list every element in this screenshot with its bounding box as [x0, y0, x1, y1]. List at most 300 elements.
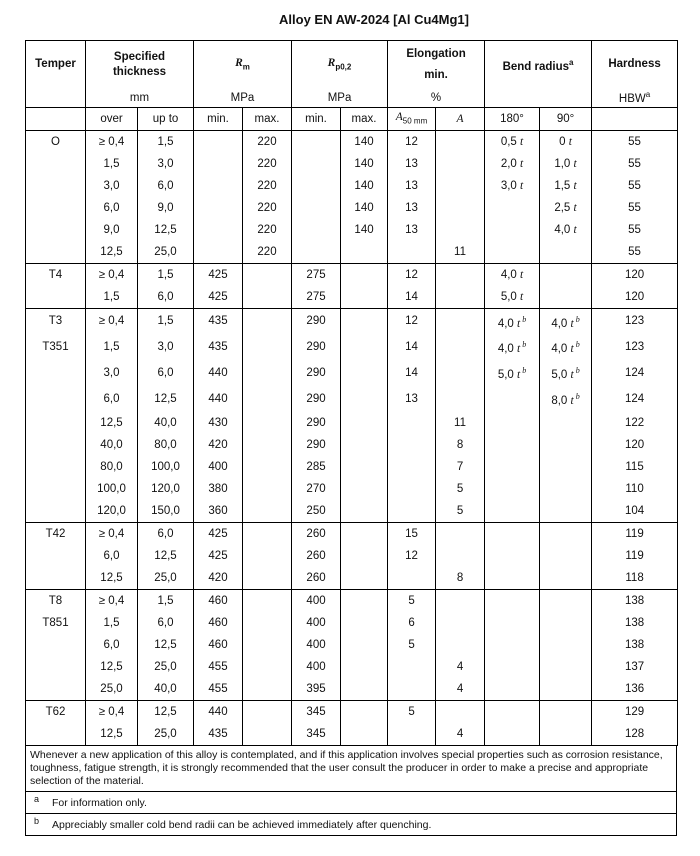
rp-symbol: R: [327, 56, 336, 69]
bend-180-cell: [485, 241, 540, 264]
hardness-cell: 138: [592, 634, 678, 656]
elongation-a-cell: 4: [436, 656, 485, 678]
rm-max-cell: [243, 612, 292, 634]
thickness-over-cell: 6,0: [86, 545, 138, 567]
rm-symbol: R: [235, 56, 243, 69]
thickness-over-cell: 120,0: [86, 500, 138, 523]
elongation-a50-cell: [388, 456, 436, 478]
bend-180-cell: 4,0 t: [485, 263, 540, 286]
table-row: [26, 478, 678, 500]
bend-90-cell: 5,0 t $^b$: [540, 360, 592, 386]
thickness-up-to-cell: 12,5: [138, 700, 194, 723]
header-hardness: Hardness: [592, 41, 678, 89]
hardness-cell: 55: [592, 130, 678, 153]
bend-180-cell: [485, 500, 540, 523]
bend-90-cell: [540, 678, 592, 701]
table-row: [26, 656, 678, 678]
header-bend-radius: [485, 41, 592, 89]
rp-min-cell: 275: [292, 286, 341, 309]
usage-note: Whenever a new application of this alloy is contemplated, and if this application involves special properties such as corrosion resistance, toughness, fatigue strength, it is strongly recommended that the user consult the producer in order to make a precise and appropriate selection of the material.: [25, 746, 677, 792]
table-row: [26, 456, 678, 478]
rm-max-cell: [243, 522, 292, 545]
rp-max-cell: [341, 386, 388, 412]
rp-min-cell: [292, 130, 341, 153]
thickness-up-to-cell: 12,5: [138, 219, 194, 241]
rm-min-cell: 455: [194, 656, 243, 678]
thickness-up-to-cell: 6,0: [138, 360, 194, 386]
temper-cell: [26, 478, 86, 500]
temper-cell: [26, 545, 86, 567]
a50-subscript: 50 mm: [402, 116, 428, 126]
rp-max-cell: [341, 589, 388, 612]
thickness-up-to-cell: 150,0: [138, 500, 194, 523]
rp-max-cell: [341, 456, 388, 478]
rm-max-cell: [243, 567, 292, 590]
thickness-up-to-cell: 25,0: [138, 656, 194, 678]
temper-cell: [26, 500, 86, 523]
rp-max-cell: 140: [341, 153, 388, 175]
elongation-a50-cell: [388, 412, 436, 434]
sub-over: over: [86, 107, 138, 130]
bend-180-cell: [485, 434, 540, 456]
bend-90-cell: [540, 545, 592, 567]
bend-180-cell: 4,0 t $^b$: [485, 308, 540, 334]
hardness-cell: 138: [592, 589, 678, 612]
thickness-over-cell: 3,0: [86, 175, 138, 197]
rp-min-cell: 400: [292, 656, 341, 678]
rm-subscript: m: [242, 61, 250, 71]
rp-max-cell: 140: [341, 197, 388, 219]
thickness-up-to-cell: 25,0: [138, 241, 194, 264]
temper-cell: [26, 386, 86, 412]
bend-180-cell: 0,5 t: [485, 130, 540, 153]
elongation-a50-cell: 13: [388, 197, 436, 219]
hardness-cell: 120: [592, 263, 678, 286]
elongation-a50-cell: [388, 478, 436, 500]
rp-max-cell: 140: [341, 175, 388, 197]
rp-max-cell: [341, 478, 388, 500]
rm-min-cell: [194, 219, 243, 241]
rp-max-cell: [341, 723, 388, 746]
hardness-cell: 110: [592, 478, 678, 500]
unit-rp: MPa: [292, 89, 388, 108]
elongation-a-cell: 5: [436, 478, 485, 500]
footnote-a-text: For information only.: [52, 797, 147, 809]
rp-min-cell: 400: [292, 634, 341, 656]
temper-cell: [26, 634, 86, 656]
a50-symbol: A: [395, 111, 403, 124]
rm-max-cell: [243, 456, 292, 478]
bend-90-cell: [540, 522, 592, 545]
rp-min-cell: [292, 219, 341, 241]
thickness-over-cell: ≥ 0,4: [86, 522, 138, 545]
rp-min-cell: [292, 153, 341, 175]
elongation-a-cell: [436, 175, 485, 197]
rp-max-cell: [341, 567, 388, 590]
rm-max-cell: [243, 678, 292, 701]
rp-max-cell: [341, 308, 388, 334]
rp-min-cell: 345: [292, 700, 341, 723]
table-row: [26, 612, 678, 634]
thickness-up-to-cell: 6,0: [138, 522, 194, 545]
header-thickness: Specified thickness: [86, 41, 194, 89]
temper-cell: T3: [26, 308, 86, 334]
rm-min-cell: [194, 241, 243, 264]
table-row: [26, 386, 678, 412]
bend-180-cell: 3,0 t: [485, 175, 540, 197]
thickness-over-cell: 25,0: [86, 678, 138, 701]
thickness-over-cell: 1,5: [86, 153, 138, 175]
bend-90-cell: [540, 286, 592, 309]
thickness-over-cell: 40,0: [86, 434, 138, 456]
bend-180-cell: [485, 456, 540, 478]
rm-max-cell: [243, 360, 292, 386]
temper-cell: T62: [26, 700, 86, 723]
thickness-up-to-cell: 1,5: [138, 263, 194, 286]
thickness-over-cell: 3,0: [86, 360, 138, 386]
sub-bend-90: 90°: [540, 107, 592, 130]
thickness-up-to-cell: 9,0: [138, 197, 194, 219]
bend-90-cell: [540, 634, 592, 656]
table-row: [26, 723, 678, 746]
rm-min-cell: 440: [194, 700, 243, 723]
bend-90-cell: [540, 612, 592, 634]
footnote-a-mark: a: [34, 794, 40, 804]
table-row: [26, 634, 678, 656]
thickness-up-to-cell: 6,0: [138, 612, 194, 634]
rm-min-cell: 440: [194, 360, 243, 386]
hardness-cell: 122: [592, 412, 678, 434]
rp-min-cell: 290: [292, 412, 341, 434]
thickness-up-to-cell: 25,0: [138, 567, 194, 590]
unit-rm: MPa: [194, 89, 292, 108]
thickness-up-to-cell: 3,0: [138, 334, 194, 360]
bend-90-cell: [540, 500, 592, 523]
rp-max-cell: [341, 545, 388, 567]
hardness-cell: 119: [592, 522, 678, 545]
bend-180-cell: [485, 634, 540, 656]
rm-max-cell: 220: [243, 153, 292, 175]
elongation-a50-cell: 5: [388, 700, 436, 723]
rp-max-cell: [341, 334, 388, 360]
rm-min-cell: [194, 175, 243, 197]
thickness-up-to-cell: 12,5: [138, 386, 194, 412]
thickness-over-cell: 6,0: [86, 197, 138, 219]
bend-90-cell: [540, 589, 592, 612]
temper-cell: [26, 241, 86, 264]
table-row: [26, 219, 678, 241]
thickness-up-to-cell: 12,5: [138, 634, 194, 656]
rm-min-cell: 435: [194, 334, 243, 360]
elongation-a50-cell: 13: [388, 386, 436, 412]
rm-min-cell: [194, 197, 243, 219]
elongation-a-cell: [436, 545, 485, 567]
rp-max-cell: [341, 700, 388, 723]
rm-max-cell: [243, 286, 292, 309]
bend-90-cell: 4,0 t $^b$: [540, 334, 592, 360]
temper-cell: [26, 412, 86, 434]
sub-a: A: [436, 107, 485, 130]
sub-bend-180: 180°: [485, 107, 540, 130]
elongation-a50-cell: [388, 434, 436, 456]
footnote-b-mark: b: [34, 816, 40, 826]
rm-max-cell: [243, 263, 292, 286]
header-rm: [194, 41, 292, 89]
rp-min-cell: 290: [292, 386, 341, 412]
rm-min-cell: 360: [194, 500, 243, 523]
elongation-a50-cell: 12: [388, 545, 436, 567]
elongation-a50-cell: 14: [388, 360, 436, 386]
elongation-min: min.: [424, 68, 448, 81]
bend-90-cell: 8,0 t $^b$: [540, 386, 592, 412]
rp-max-cell: [341, 241, 388, 264]
table-row: [26, 286, 678, 309]
bend-90-cell: [540, 412, 592, 434]
elongation-a50-cell: 12: [388, 263, 436, 286]
temper-cell: T42: [26, 522, 86, 545]
bend-180-cell: [485, 612, 540, 634]
bend-180-cell: [485, 219, 540, 241]
table-row: [26, 197, 678, 219]
table-row: [26, 522, 678, 545]
rp-min-cell: 400: [292, 589, 341, 612]
elongation-a50-cell: 5: [388, 634, 436, 656]
temper-cell: [26, 360, 86, 386]
elongation-a-cell: 11: [436, 412, 485, 434]
rm-min-cell: 440: [194, 386, 243, 412]
elongation-a-cell: 4: [436, 723, 485, 746]
rm-max-cell: [243, 723, 292, 746]
thickness-over-cell: 12,5: [86, 241, 138, 264]
rp-min-cell: 400: [292, 612, 341, 634]
hardness-cell: 129: [592, 700, 678, 723]
rm-max-cell: [243, 700, 292, 723]
table-row: [26, 589, 678, 612]
rp-max-cell: [341, 634, 388, 656]
table-row: [26, 153, 678, 175]
rp-max-cell: [341, 286, 388, 309]
elongation-a-cell: [436, 612, 485, 634]
thickness-over-cell: ≥ 0,4: [86, 130, 138, 153]
hardness-cell: 55: [592, 175, 678, 197]
table-row: [26, 308, 678, 334]
temper-cell: T4: [26, 263, 86, 286]
rp-max-cell: [341, 678, 388, 701]
hardness-cell: 119: [592, 545, 678, 567]
bend-180-cell: [485, 656, 540, 678]
rm-min-cell: 425: [194, 286, 243, 309]
unit-thickness: mm: [86, 89, 194, 108]
rm-min-cell: 425: [194, 545, 243, 567]
bend-90-cell: [540, 478, 592, 500]
bend-180-cell: [485, 478, 540, 500]
elongation-a-cell: [436, 153, 485, 175]
hardness-cell: 137: [592, 656, 678, 678]
bend-90-cell: [540, 456, 592, 478]
thickness-up-to-cell: 12,5: [138, 545, 194, 567]
thickness-over-cell: ≥ 0,4: [86, 700, 138, 723]
rp-min-cell: 290: [292, 334, 341, 360]
bend-180-cell: 2,0 t: [485, 153, 540, 175]
elongation-a50-cell: 5: [388, 589, 436, 612]
table-row: [26, 334, 678, 360]
elongation-a-cell: [436, 589, 485, 612]
temper-cell: [26, 197, 86, 219]
rp-min-cell: 250: [292, 500, 341, 523]
rp-min-cell: 260: [292, 522, 341, 545]
thickness-up-to-cell: 40,0: [138, 412, 194, 434]
hardness-cell: 115: [592, 456, 678, 478]
hardness-unit: HBW: [618, 92, 646, 105]
thickness-up-to-cell: 1,5: [138, 589, 194, 612]
rm-max-cell: [243, 545, 292, 567]
elongation-a50-cell: [388, 500, 436, 523]
rp-max-cell: [341, 522, 388, 545]
table-row: [26, 241, 678, 264]
rm-max-cell: 220: [243, 175, 292, 197]
bend-90-cell: 4,0 t: [540, 219, 592, 241]
rm-min-cell: 460: [194, 589, 243, 612]
bend-180-cell: [485, 678, 540, 701]
rp-min-cell: 260: [292, 567, 341, 590]
hardness-cell: 124: [592, 386, 678, 412]
sub-rp-max: max.: [341, 107, 388, 130]
elongation-a50-cell: [388, 678, 436, 701]
bend-90-cell: [540, 700, 592, 723]
rp-min-cell: [292, 197, 341, 219]
thickness-up-to-cell: 6,0: [138, 175, 194, 197]
bend-90-cell: [540, 434, 592, 456]
rm-max-cell: [243, 478, 292, 500]
bend-180-cell: [485, 545, 540, 567]
rp-min-cell: 275: [292, 263, 341, 286]
temper-cell: [26, 567, 86, 590]
rp-min-cell: [292, 241, 341, 264]
elongation-a-cell: [436, 219, 485, 241]
rp-min-cell: 345: [292, 723, 341, 746]
bend-footnote-mark: a: [569, 57, 574, 67]
table-row: [26, 500, 678, 523]
elongation-a-cell: 5: [436, 500, 485, 523]
elongation-a50-cell: [388, 723, 436, 746]
elongation-a-cell: [436, 334, 485, 360]
bend-90-cell: 0 t: [540, 130, 592, 153]
thickness-over-cell: 1,5: [86, 612, 138, 634]
elongation-a50-cell: 12: [388, 130, 436, 153]
thickness-up-to-cell: 1,5: [138, 308, 194, 334]
rm-min-cell: 460: [194, 612, 243, 634]
bend-180-cell: [485, 723, 540, 746]
elongation-a-cell: [436, 386, 485, 412]
table-row: [26, 263, 678, 286]
hardness-cell: 55: [592, 153, 678, 175]
elongation-a-cell: 7: [436, 456, 485, 478]
rp-max-cell: [341, 263, 388, 286]
temper-cell: T8: [26, 589, 86, 612]
elongation-a-cell: [436, 522, 485, 545]
sub-rp-min: min.: [292, 107, 341, 130]
elongation-a50-cell: 13: [388, 175, 436, 197]
bend-180-cell: [485, 197, 540, 219]
elongation-a-cell: [436, 634, 485, 656]
bend-90-cell: [540, 241, 592, 264]
sub-a50: [388, 107, 436, 130]
rp-max-cell: [341, 656, 388, 678]
thickness-up-to-cell: 120,0: [138, 478, 194, 500]
thickness-up-to-cell: 6,0: [138, 286, 194, 309]
hardness-cell: 128: [592, 723, 678, 746]
bend-90-cell: 1,5 t: [540, 175, 592, 197]
bend-label: Bend radius: [502, 60, 570, 73]
sub-up-to: up to: [138, 107, 194, 130]
table-row: [26, 360, 678, 386]
rm-max-cell: [243, 386, 292, 412]
footnote-b-text: Appreciably smaller cold bend radii can be achieved immediately after quenching.: [52, 819, 432, 831]
temper-cell: [26, 678, 86, 701]
thickness-over-cell: 12,5: [86, 723, 138, 746]
elongation-a50-cell: 15: [388, 522, 436, 545]
thickness-over-cell: 6,0: [86, 634, 138, 656]
hardness-cell: 120: [592, 286, 678, 309]
bend-180-cell: [485, 386, 540, 412]
hardness-cell: 55: [592, 219, 678, 241]
rp-max-cell: [341, 360, 388, 386]
properties-table: [25, 40, 678, 746]
bend-180-cell: 5,0 t $^b$: [485, 360, 540, 386]
sub-rm-min: min.: [194, 107, 243, 130]
thickness-over-cell: 100,0: [86, 478, 138, 500]
hardness-cell: 55: [592, 241, 678, 264]
elongation-label: Elongation: [406, 47, 466, 60]
bend-180-cell: [485, 589, 540, 612]
rp-min-cell: 270: [292, 478, 341, 500]
rm-max-cell: [243, 500, 292, 523]
rm-min-cell: [194, 130, 243, 153]
rm-max-cell: [243, 656, 292, 678]
thickness-up-to-cell: 3,0: [138, 153, 194, 175]
rp-max-cell: [341, 412, 388, 434]
elongation-a-cell: [436, 286, 485, 309]
bend-180-cell: [485, 700, 540, 723]
temper-cell: O: [26, 130, 86, 153]
rm-max-cell: [243, 589, 292, 612]
elongation-a-cell: [436, 308, 485, 334]
table-row: [26, 412, 678, 434]
thickness-over-cell: ≥ 0,4: [86, 589, 138, 612]
thickness-up-to-cell: 80,0: [138, 434, 194, 456]
rp-max-cell: [341, 612, 388, 634]
rm-min-cell: 455: [194, 678, 243, 701]
elongation-a-cell: 11: [436, 241, 485, 264]
elongation-a-cell: 8: [436, 434, 485, 456]
elongation-a-cell: [436, 197, 485, 219]
bend-90-cell: 2,5 t: [540, 197, 592, 219]
elongation-a50-cell: [388, 241, 436, 264]
table-row: [26, 545, 678, 567]
rm-max-cell: 220: [243, 241, 292, 264]
table-title: Alloy EN AW-2024 [Al Cu4Mg1]: [279, 12, 469, 27]
rp-max-cell: [341, 434, 388, 456]
rp-min-cell: 395: [292, 678, 341, 701]
elongation-a-cell: [436, 263, 485, 286]
thickness-up-to-cell: 1,5: [138, 130, 194, 153]
hardness-cell: 124: [592, 360, 678, 386]
rm-min-cell: 430: [194, 412, 243, 434]
hardness-cell: 138: [592, 612, 678, 634]
table-row: [26, 434, 678, 456]
thickness-up-to-cell: 40,0: [138, 678, 194, 701]
sub-rm-max: max.: [243, 107, 292, 130]
